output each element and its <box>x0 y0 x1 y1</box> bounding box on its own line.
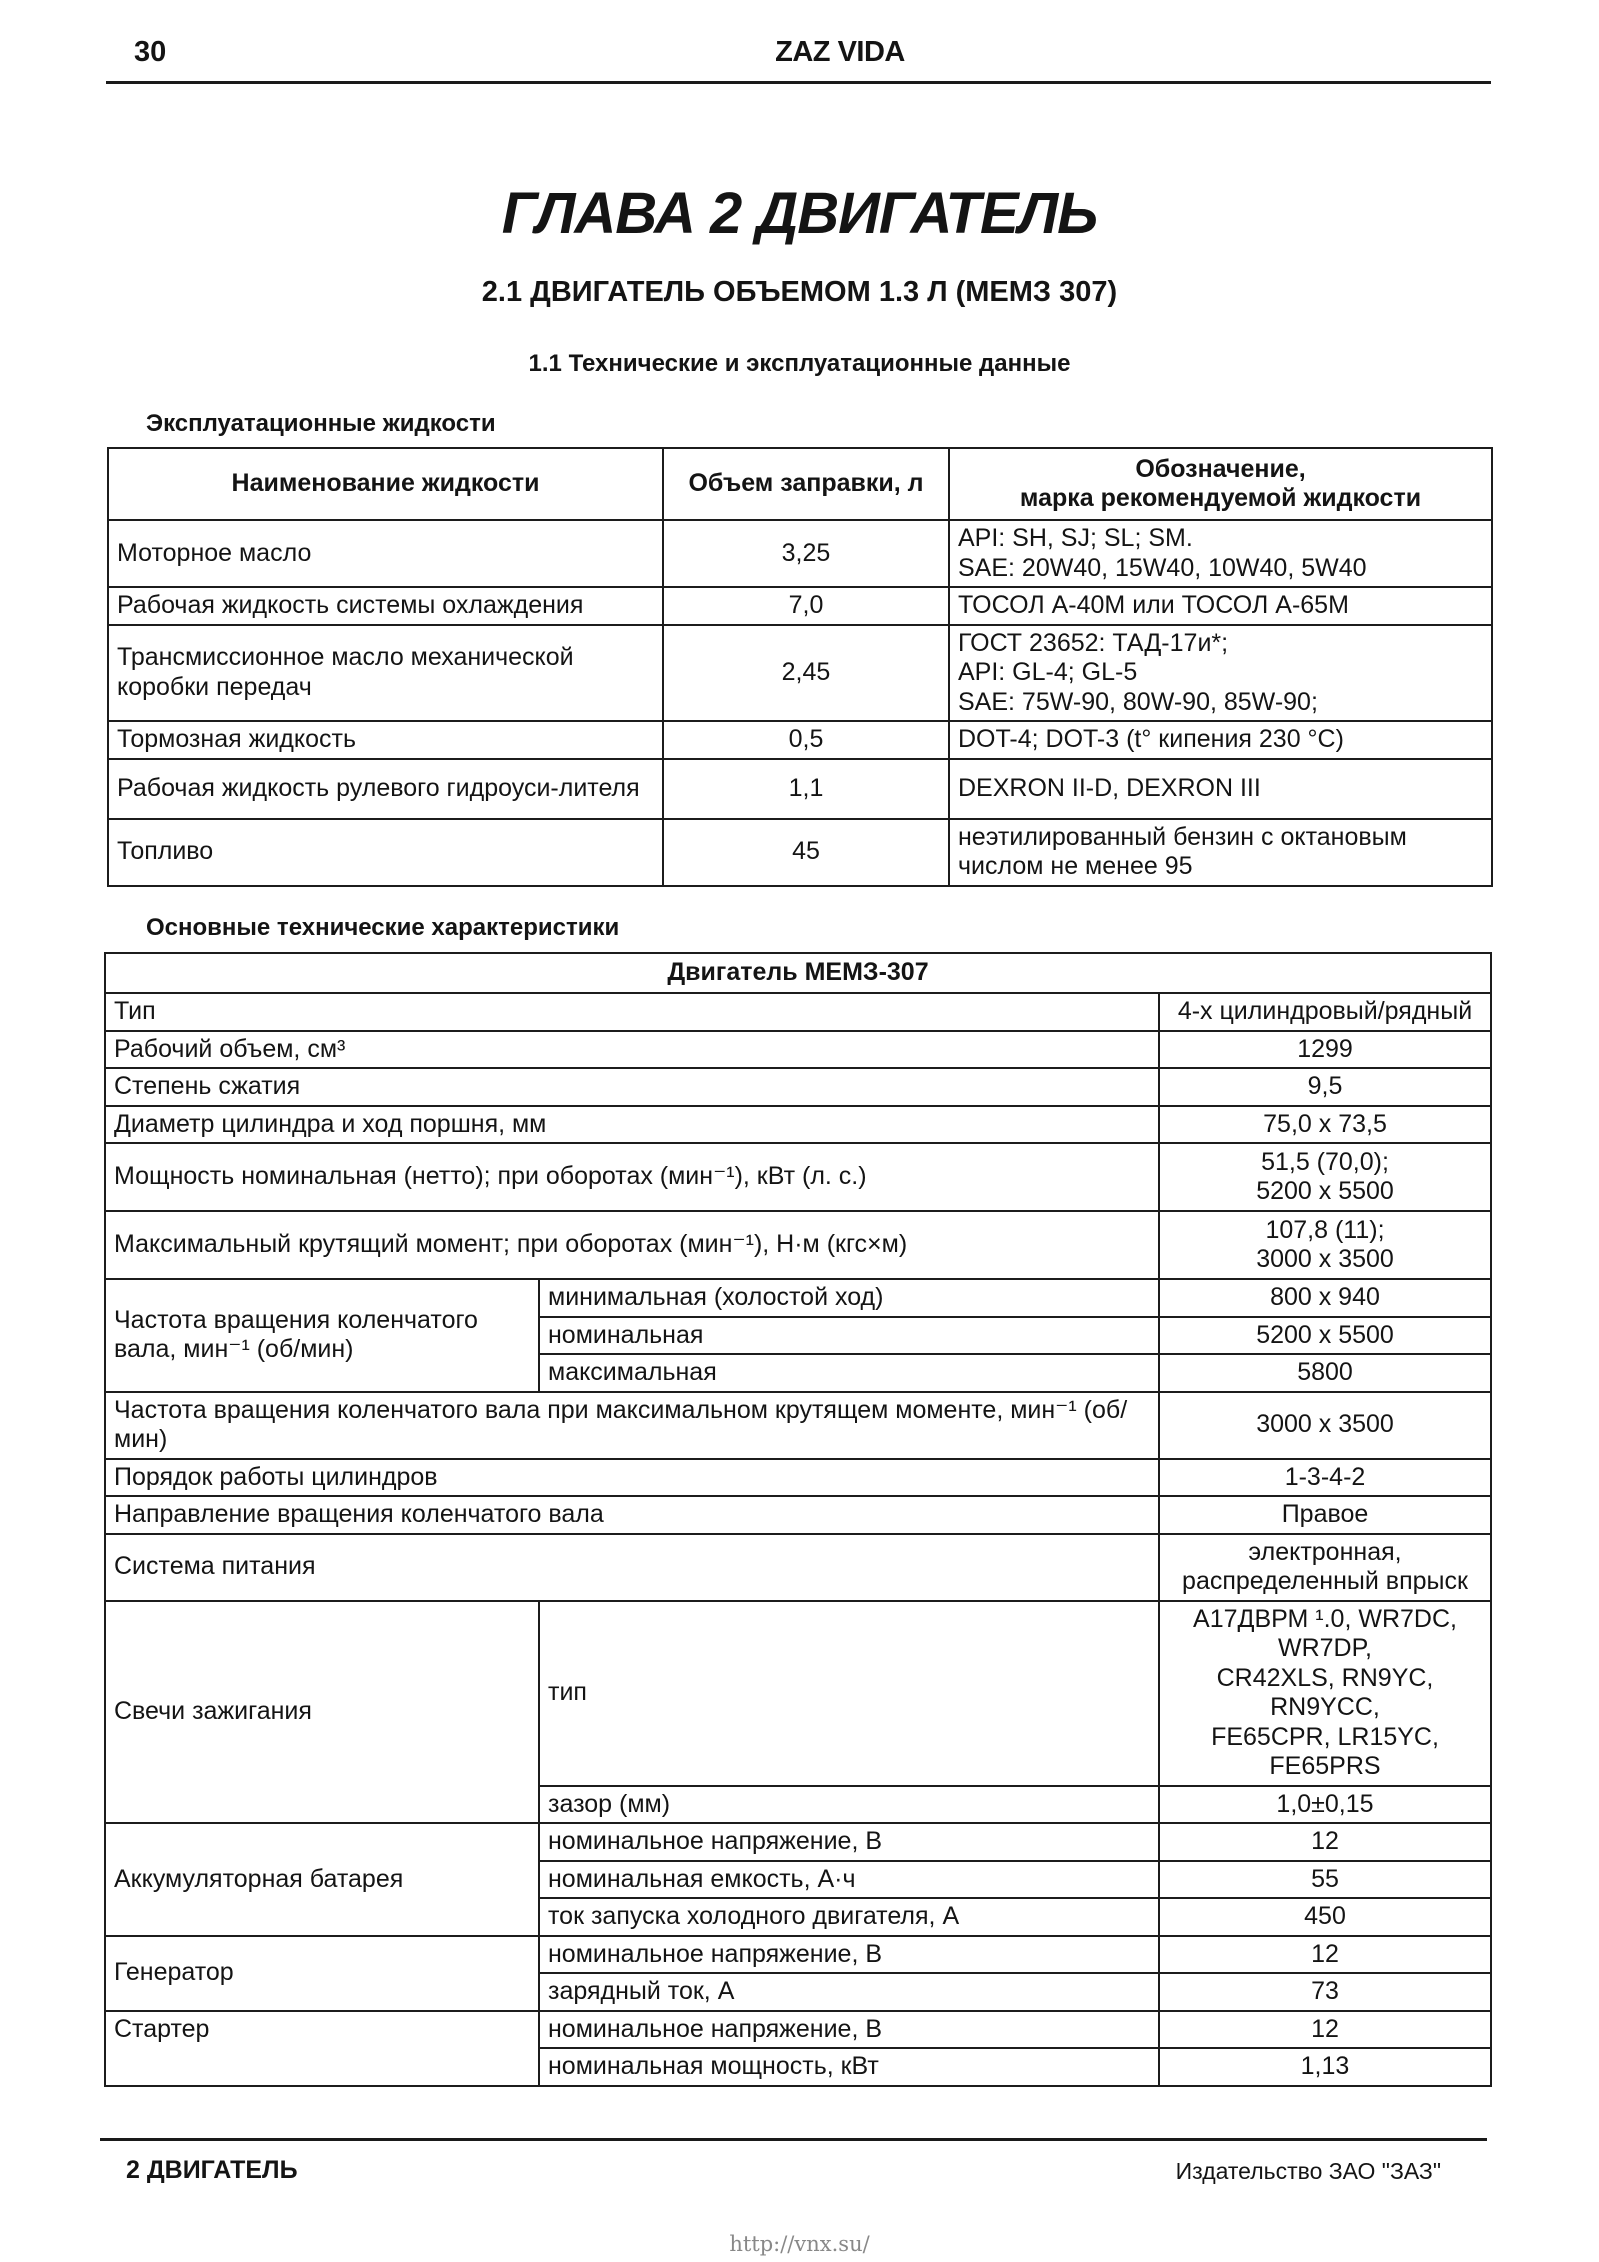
spec-sublabel: зарядный ток, А <box>539 1973 1159 2011</box>
spec-value: 1,13 <box>1159 2048 1491 2086</box>
spec-value: 1,0±0,15 <box>1159 1786 1491 1824</box>
header-rule <box>106 81 1491 84</box>
footer-chapter: 2 ДВИГАТЕЛЬ <box>126 2156 298 2184</box>
column-header: Наименование жидкости <box>108 448 663 520</box>
spec-label: Мощность номинальная (нетто); при оборотах (мин⁻¹), кВт (л. с.) <box>105 1143 1159 1211</box>
spec-value: 55 <box>1159 1861 1491 1899</box>
fluid-spec: API: SH, SJ; SL; SM. SAE: 20W40, 15W40, 10W40, 5W40 <box>949 520 1492 587</box>
fluid-volume: 3,25 <box>663 520 949 587</box>
table-row <box>105 1496 1491 1534</box>
fluid-spec: ТОСОЛ А-40М или ТОСОЛ А-65М <box>949 587 1492 625</box>
spec-sublabel: тип <box>539 1601 1159 1786</box>
spec-label: Диаметр цилиндра и ход поршня, мм <box>105 1106 1159 1144</box>
table-row <box>105 1068 1491 1106</box>
spec-value: 1299 <box>1159 1031 1491 1069</box>
spec-value: электронная, распределенный впрыск <box>1159 1534 1491 1601</box>
table-row <box>105 1031 1491 1069</box>
fluid-name: Рабочая жидкость системы охлаждения <box>108 587 663 625</box>
table-row <box>108 759 1492 819</box>
column-header: Объем заправки, л <box>663 448 949 520</box>
spec-value: 5800 <box>1159 1354 1491 1392</box>
spec-value: 450 <box>1159 1898 1491 1936</box>
table-row <box>105 1106 1491 1144</box>
table-row <box>105 993 1491 1031</box>
specs-table <box>104 952 1492 2087</box>
running-title: ZAZ VIDA <box>775 36 905 68</box>
spec-sublabel: номинальное напряжение, В <box>539 2011 1159 2049</box>
fluid-volume: 0,5 <box>663 721 949 759</box>
spec-label: Порядок работы цилиндров <box>105 1459 1159 1497</box>
table-row <box>105 1459 1491 1497</box>
table-row <box>105 1601 1491 1786</box>
spec-sublabel: номинальное напряжение, В <box>539 1823 1159 1861</box>
spec-sublabel: номинальная емкость, А·ч <box>539 1861 1159 1899</box>
spec-value: 5200 x 5500 <box>1159 1317 1491 1355</box>
engine-header: Двигатель МЕМЗ-307 <box>105 953 1491 993</box>
spec-value: 73 <box>1159 1973 1491 2011</box>
footer-rule <box>100 2138 1487 2141</box>
spec-label: Генератор <box>105 1936 539 2011</box>
fluid-name: Моторное масло <box>108 520 663 587</box>
spec-sublabel: максимальная <box>539 1354 1159 1392</box>
table-row <box>105 1392 1491 1459</box>
spec-value: 107,8 (11); 3000 x 3500 <box>1159 1211 1491 1279</box>
spec-label: Частота вращения коленчатого вала, мин⁻¹ (об/мин) <box>105 1279 539 1392</box>
fluid-name: Топливо <box>108 819 663 886</box>
specs-table-label: Основные технические характеристики <box>146 914 620 941</box>
spec-label: Стартер <box>105 2011 539 2086</box>
spec-sublabel: ток запуска холодного двигателя, А <box>539 1898 1159 1936</box>
spec-value: 75,0 x 73,5 <box>1159 1106 1491 1144</box>
subsection-title: 1.1 Технические и эксплуатационные данные <box>528 350 1071 377</box>
spec-value: 51,5 (70,0); 5200 x 5500 <box>1159 1143 1491 1211</box>
footer-publisher: Издательство ЗАО "ЗАЗ" <box>1175 2158 1441 2184</box>
section-title: 2.1 ДВИГАТЕЛЬ ОБЪЕМОМ 1.3 Л (МЕМЗ 307) <box>481 276 1118 308</box>
spec-value: 800 x 940 <box>1159 1279 1491 1317</box>
table-row <box>105 1279 1491 1317</box>
fluid-volume: 45 <box>663 819 949 886</box>
spec-label: Свечи зажигания <box>105 1601 539 1824</box>
table-row <box>108 819 1492 886</box>
fluid-name: Трансмиссионное масло механической коробки передач <box>108 625 663 722</box>
spec-value: 3000 x 3500 <box>1159 1392 1491 1459</box>
fluid-volume: 7,0 <box>663 587 949 625</box>
fluids-table-label: Эксплуатационные жидкости <box>146 410 496 437</box>
fluid-spec: DOT-4; DOT-3 (t° кипения 230 °С) <box>949 721 1492 759</box>
spec-label: Аккумуляторная батарея <box>105 1823 539 1936</box>
table-row <box>108 625 1492 722</box>
spec-value: Правое <box>1159 1496 1491 1534</box>
table-row <box>108 721 1492 759</box>
table-row <box>105 1823 1491 1861</box>
table-row <box>105 1936 1491 1974</box>
spec-value: 4-х цилиндровый/рядный <box>1159 993 1491 1031</box>
spec-sublabel: номинальная <box>539 1317 1159 1355</box>
table-header-row <box>108 448 1492 520</box>
table-row <box>108 520 1492 587</box>
spec-label: Степень сжатия <box>105 1068 1159 1106</box>
spec-label: Рабочий объем, см³ <box>105 1031 1159 1069</box>
fluid-volume: 1,1 <box>663 759 949 819</box>
fluid-spec: неэтилированный бензин с октановым числом не менее 95 <box>949 819 1492 886</box>
spec-sublabel: зазор (мм) <box>539 1786 1159 1824</box>
spec-sublabel: минимальная (холостой ход) <box>539 1279 1159 1317</box>
spec-value: 12 <box>1159 1823 1491 1861</box>
fluid-name: Рабочая жидкость рулевого гидроуси-лителя <box>108 759 663 819</box>
table-row <box>105 2011 1491 2049</box>
spec-sublabel: номинальное напряжение, В <box>539 1936 1159 1974</box>
fluid-volume: 2,45 <box>663 625 949 722</box>
spec-value: 9,5 <box>1159 1068 1491 1106</box>
table-row <box>105 1534 1491 1601</box>
table-row <box>108 587 1492 625</box>
spec-value: 12 <box>1159 1936 1491 1974</box>
fluid-spec: ГОСТ 23652: ТАД-17и*; API: GL-4; GL-5 SAE: 75W-90, 80W-90, 85W-90; <box>949 625 1492 722</box>
fluid-spec: DEXRON II-D, DEXRON III <box>949 759 1492 819</box>
spec-label: Тип <box>105 993 1159 1031</box>
spec-label: Система питания <box>105 1534 1159 1601</box>
table-row <box>105 1143 1491 1211</box>
column-header: Обозначение, марка рекомендуемой жидкости <box>949 448 1492 520</box>
spec-label: Частота вращения коленчатого вала при максимальном крутящем моменте, мин⁻¹ (об/мин) <box>105 1392 1159 1459</box>
spec-value: А17ДВРМ ¹.0, WR7DC, WR7DP, CR42XLS, RN9YC, RN9YCC, FE65CPR, LR15YC, FE65PRS <box>1159 1601 1491 1786</box>
table-header-row <box>105 953 1491 993</box>
source-url[interactable]: http://vnx.su/ <box>729 2232 870 2256</box>
spec-value: 1-3-4-2 <box>1159 1459 1491 1497</box>
spec-label: Направление вращения коленчатого вала <box>105 1496 1159 1534</box>
page-number: 30 <box>134 36 167 68</box>
table-row <box>105 1211 1491 1279</box>
fluid-name: Тормозная жидкость <box>108 721 663 759</box>
spec-sublabel: номинальная мощность, кВт <box>539 2048 1159 2086</box>
chapter-title: ГЛАВА 2 ДВИГАТЕЛЬ <box>501 181 1098 246</box>
fluids-table <box>107 447 1493 887</box>
spec-value: 12 <box>1159 2011 1491 2049</box>
spec-label: Максимальный крутящий момент; при оборотах (мин⁻¹), Н·м (кгс×м) <box>105 1211 1159 1279</box>
